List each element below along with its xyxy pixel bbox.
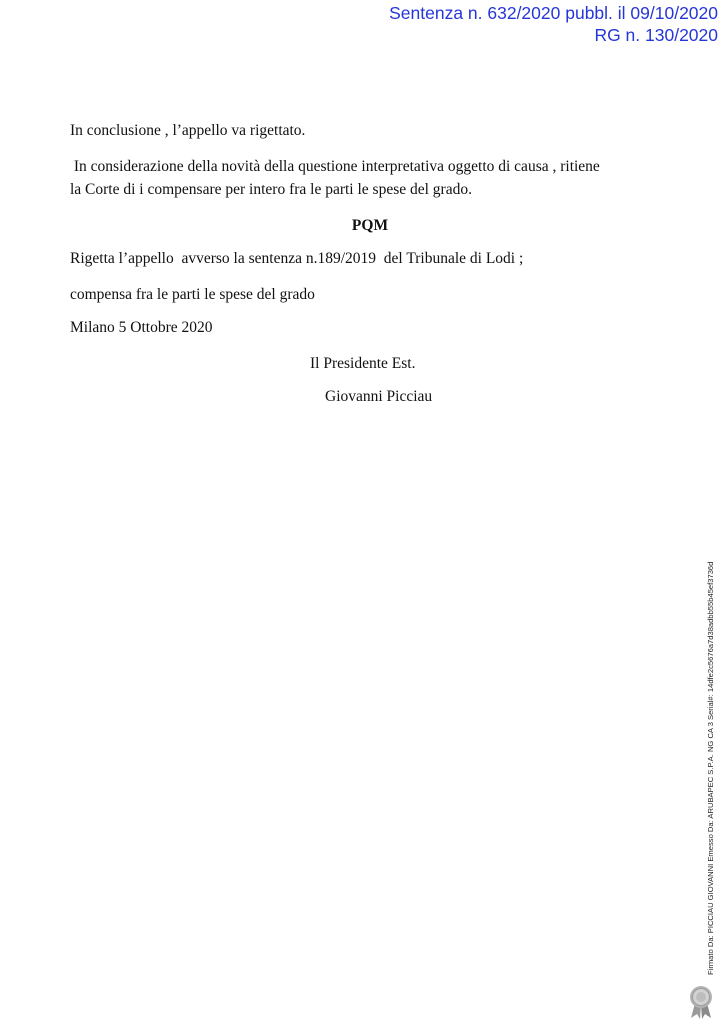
signer-name: Giovanni Picciau [325,388,433,405]
stamp-sentence-number: Sentenza n. 632/2020 pubbl. il 09/10/2020 [389,3,718,23]
pqm-heading: PQM [351,217,389,234]
place-date: Milano 5 Ottobre 2020 [70,319,213,336]
conclusion-paragraph: In conclusione , l’appello va rigettato. [70,122,306,139]
stamp-rg-number: RG n. 130/2020 [594,25,718,45]
certificate-seal-icon [688,985,714,1019]
consideration-paragraph-line-2: la Corte di i compensare per intero fra le parti le spese del grado. [70,181,472,198]
consideration-paragraph-line-1: In considerazione della novità della questione interpretativa oggetto di causa , ritiene [70,158,600,175]
filing-stamp [389,2,718,46]
costs-paragraph: compensa fra le parti le spese del grado [70,286,315,303]
signer-title: Il Presidente Est. [310,355,416,372]
digital-signature-text: Firmato Da: PICCIAU GIOVANNI Emesso Da: ARUBAPEC S.P.A. NG CA 3 Serial#: 14dfe2c5676a7d38adbb55b45ef3736d [706,561,715,975]
ruling-paragraph: Rigetta l’appello avverso la sentenza n.189/2019 del Tribunale di Lodi ; [70,250,524,267]
